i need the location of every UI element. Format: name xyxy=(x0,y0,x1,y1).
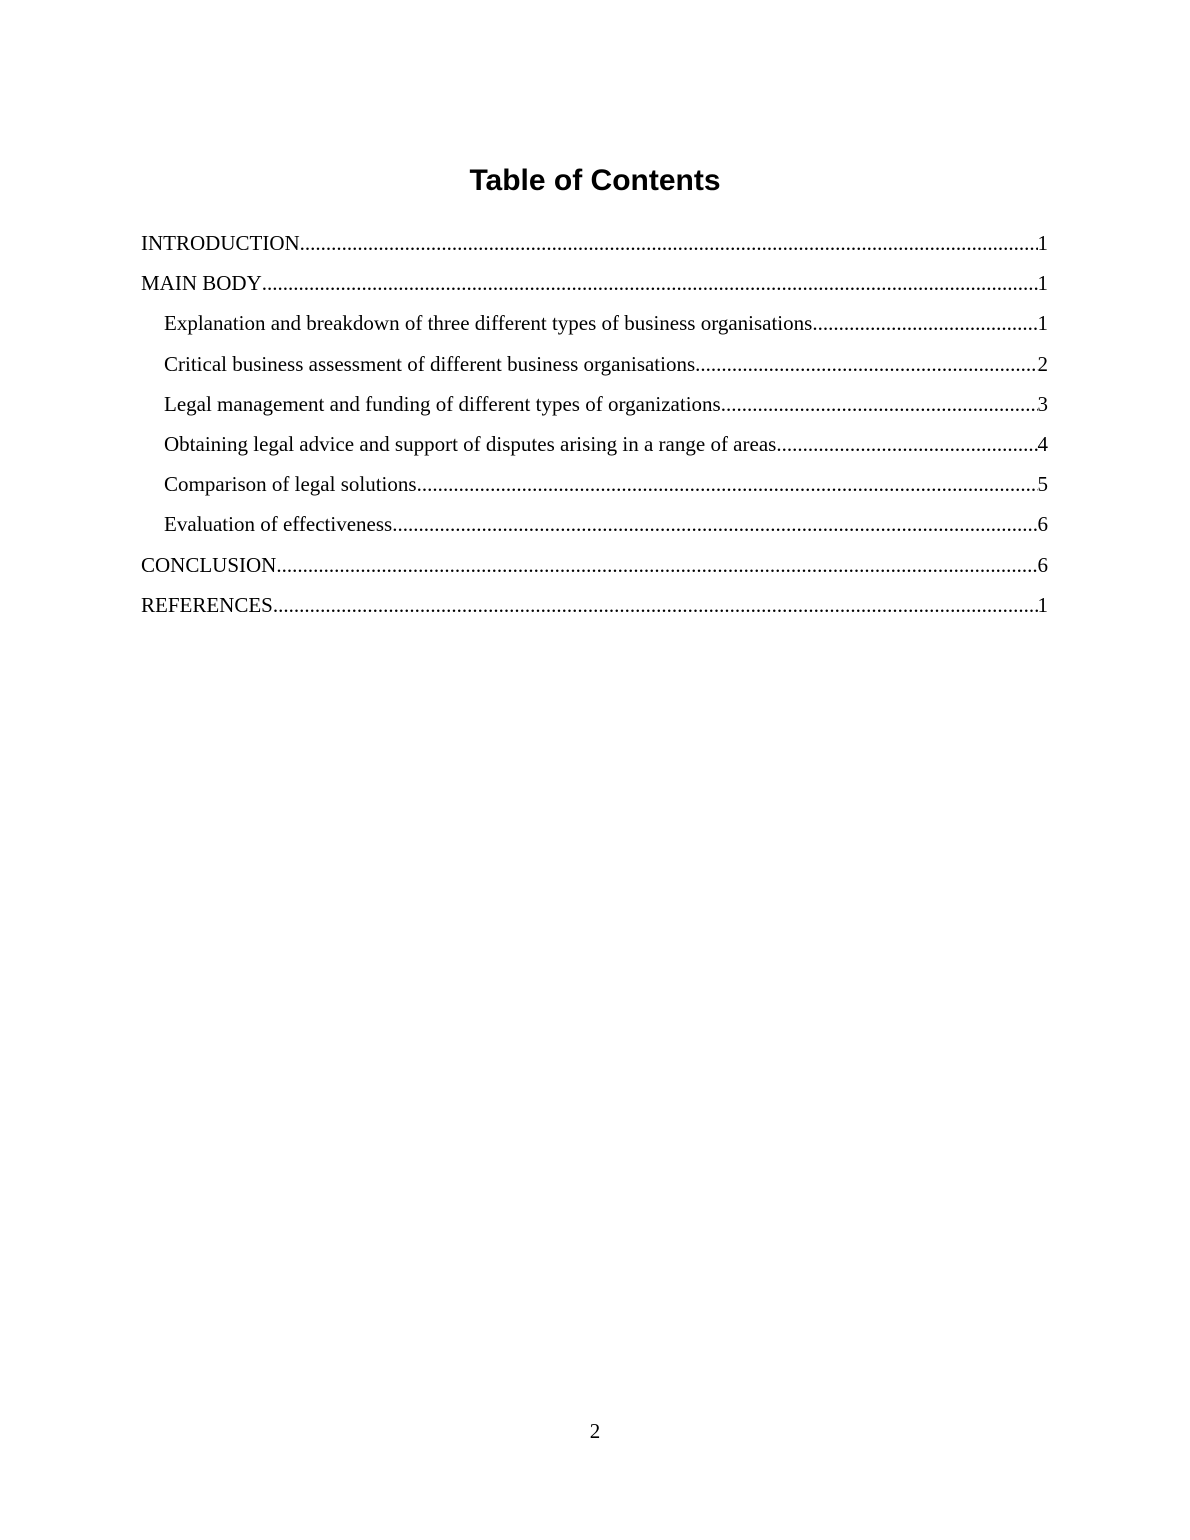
toc-entry-page: 1 xyxy=(1037,271,1048,296)
toc-entry-text: Obtaining legal advice and support of disputes arising in a range of areas xyxy=(164,431,777,456)
toc-entry-main-body[interactable] xyxy=(141,266,1048,306)
toc-entry-page: 4 xyxy=(1037,431,1048,456)
toc-entry-legal-solutions[interactable] xyxy=(141,467,1048,507)
toc-entry-page: 1 xyxy=(1037,592,1048,617)
toc-entry-text: Critical business assessment of different business organisations xyxy=(164,351,696,376)
toc-leader-dots xyxy=(695,347,1037,381)
toc-leader-dots xyxy=(273,588,1038,622)
toc-leader-dots xyxy=(776,427,1037,461)
toc-leader-dots xyxy=(721,387,1038,421)
toc-entry-page: 6 xyxy=(1037,552,1048,577)
toc-entry-page: 5 xyxy=(1037,472,1048,497)
toc-leader-dots xyxy=(300,226,1038,260)
toc-entry-page: 2 xyxy=(1037,351,1048,376)
toc-entry-text: Explanation and breakdown of three different types of business organisations xyxy=(164,311,813,336)
toc-entry-page: 6 xyxy=(1037,512,1048,537)
page-title: Table of Contents xyxy=(469,164,721,197)
toc-entry-page: 1 xyxy=(1037,231,1048,255)
toc-entry-evaluation[interactable] xyxy=(141,507,1048,547)
toc-entry-critical-assessment[interactable] xyxy=(141,347,1048,387)
toc-entry-references[interactable] xyxy=(141,588,1048,628)
toc-entry-text: INTRODUCTION xyxy=(141,231,300,255)
toc-entry-legal-advice[interactable] xyxy=(141,427,1048,467)
toc-entry-text: CONCLUSION xyxy=(141,552,277,577)
toc-leader-dots xyxy=(417,467,1038,501)
page-number: 2 xyxy=(589,1419,601,1443)
toc-entry-text: Comparison of legal solutions xyxy=(164,472,417,497)
toc-entry-business-organisations[interactable] xyxy=(141,306,1048,346)
toc-entry-legal-management[interactable] xyxy=(141,387,1048,427)
toc-entry-conclusion[interactable] xyxy=(141,548,1048,588)
toc-entry-text: Legal management and funding of different types of organizations xyxy=(164,391,721,416)
toc-leader-dots xyxy=(812,306,1037,340)
toc-entry-page: 1 xyxy=(1037,311,1048,336)
toc-leader-dots xyxy=(392,507,1037,541)
toc-entry-page: 3 xyxy=(1037,391,1048,416)
toc-entry-text: MAIN BODY xyxy=(141,271,262,296)
toc-leader-dots xyxy=(262,266,1038,300)
toc-entry-text: REFERENCES xyxy=(141,592,273,617)
toc-entry-introduction[interactable] xyxy=(141,226,1048,266)
table-of-contents xyxy=(141,226,1048,628)
toc-leader-dots xyxy=(276,548,1037,582)
toc-entry-text: Evaluation of effectiveness xyxy=(164,512,393,537)
